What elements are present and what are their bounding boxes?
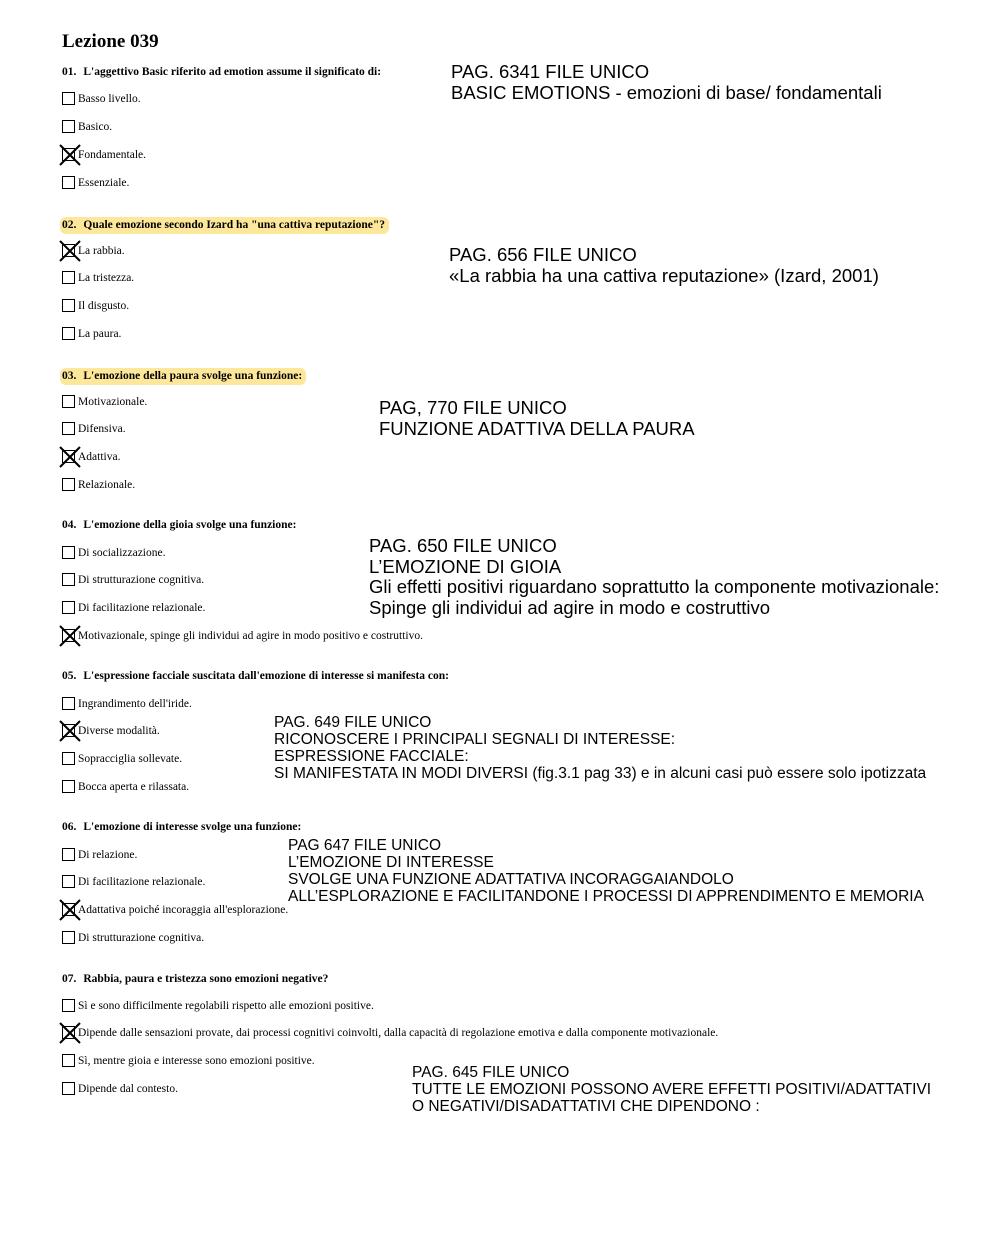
answer-checkbox[interactable] [62, 629, 75, 642]
question-text: Rabbia, paura e tristezza sono emozioni negative? [83, 973, 329, 985]
annotation-line: PAG. 649 FILE UNICO [274, 714, 432, 731]
answer-checkbox[interactable] [62, 601, 75, 614]
answer-label: Diverse modalità. [78, 724, 160, 737]
answer-label: Sì, mentre gioia e interesse sono emozioni positive. [78, 1054, 315, 1067]
answer-label: Di relazione. [78, 848, 138, 861]
question-text: L'emozione di interesse svolge una funzione: [83, 821, 302, 833]
answer-checkbox[interactable] [62, 752, 75, 765]
answer-label: Di socializzazione. [78, 546, 166, 559]
annotation-line: L’EMOZIONE DI INTERESSE [288, 854, 494, 871]
answer-label: Il disgusto. [78, 299, 130, 312]
annotation-note [274, 714, 926, 782]
answer-label: Bocca aperta e rilassata. [78, 780, 190, 793]
answer-label: Difensiva. [78, 422, 126, 435]
question-number: 06. [62, 821, 77, 833]
answer-checkbox[interactable] [62, 299, 75, 312]
answer-option[interactable] [62, 450, 120, 463]
annotation-line: «La rabbia ha una cattiva reputazione» (Izard, 2001) [449, 264, 879, 286]
annotation-note [412, 1064, 931, 1115]
answer-label: Di strutturazione cognitiva. [78, 931, 205, 944]
answer-label: Motivazionale, spinge gli individui ad agire in modo positivo e costruttivo. [78, 629, 423, 642]
question-4 [62, 519, 296, 531]
answer-option[interactable] [62, 573, 204, 586]
question-5 [62, 670, 449, 682]
check-x-icon [58, 445, 82, 469]
annotation-line: PAG. 645 FILE UNICO [412, 1064, 570, 1081]
answer-option[interactable] [62, 395, 147, 408]
answer-label: Motivazionale. [78, 395, 148, 408]
annotation-line: L’EMOZIONE DI GIOIA [369, 555, 562, 577]
answer-checkbox[interactable] [62, 903, 75, 916]
annotation-note [369, 536, 939, 618]
answer-option[interactable] [62, 1082, 178, 1095]
answer-checkbox[interactable] [62, 1054, 75, 1067]
answer-checkbox[interactable] [62, 244, 75, 257]
answer-option[interactable] [62, 848, 137, 861]
answer-checkbox[interactable] [62, 848, 75, 861]
check-x-icon [58, 719, 82, 743]
answer-checkbox[interactable] [62, 327, 75, 340]
question-text: L'emozione della paura svolge una funzione: [83, 370, 303, 382]
answer-option[interactable] [62, 875, 205, 888]
answer-label: Basso livello. [78, 92, 141, 105]
annotation-line: FUNZIONE ADATTIVA DELLA PAURA [379, 417, 695, 439]
annotation-line: RICONOSCERE I PRINCIPALI SEGNALI DI INTERESSE: [274, 731, 676, 748]
answer-option[interactable] [62, 478, 135, 491]
lesson-title: Lezione 039 [62, 31, 159, 52]
question-text: L'espressione facciale suscitata dall'emozione di interesse si manifesta con: [83, 670, 449, 682]
answer-label: Sì e sono difficilmente regolabili rispetto alle emozioni positive. [78, 999, 374, 1012]
answer-checkbox[interactable] [62, 176, 75, 189]
answer-checkbox[interactable] [62, 1082, 75, 1095]
annotation-line: SVOLGE UNA FUNZIONE ADATTATIVA INCORAGGAIANDOLO [288, 871, 734, 888]
answer-checkbox[interactable] [62, 546, 75, 559]
answer-checkbox[interactable] [62, 724, 75, 737]
answer-checkbox[interactable] [62, 120, 75, 133]
question-text: Quale emozione secondo Izard ha "una cattiva reputazione"? [83, 219, 386, 231]
question-6 [62, 821, 301, 833]
annotation-note [449, 245, 879, 286]
annotation-line: Spinge gli individui ad agire in modo e costruttivo [369, 596, 771, 618]
answer-option[interactable] [62, 1026, 718, 1039]
question-text: L'aggettivo Basic riferito ad emotion assume il significato di: [83, 66, 382, 78]
annotation-line: PAG 647 FILE UNICO [288, 837, 442, 854]
answer-checkbox[interactable] [62, 478, 75, 491]
answer-label: La rabbia. [78, 244, 125, 257]
question-number: 02. [62, 219, 77, 231]
answer-checkbox[interactable] [62, 148, 75, 161]
answer-option[interactable] [62, 752, 182, 765]
answer-option[interactable] [62, 601, 205, 614]
answer-label: Di facilitazione relazionale. [78, 601, 206, 614]
answer-label: Di facilitazione relazionale. [78, 875, 206, 888]
annotation-line: ESPRESSIONE FACCIALE: [274, 748, 469, 765]
answer-checkbox[interactable] [62, 422, 75, 435]
answer-option[interactable] [62, 92, 141, 105]
answer-option[interactable] [62, 1054, 315, 1067]
answer-label: Adattativa poiché incoraggia all'esplorazione. [78, 903, 289, 916]
answer-label: Dipende dalle sensazioni provate, dai processi cognitivi coinvolti, dalla capacità di regolazione emotiva e dalla componente motivazionale. [78, 1026, 719, 1039]
check-x-icon [58, 143, 82, 167]
answer-label: Di strutturazione cognitiva. [78, 573, 205, 586]
check-x-icon [58, 1021, 82, 1045]
annotation-note [451, 62, 882, 103]
answer-label: Ingrandimento dell'iride. [78, 697, 192, 710]
answer-option[interactable] [62, 299, 129, 312]
annotation-line: ALL’ESPLORAZIONE E FACILITANDONE I PROCESSI DI APPRENDIMENTO E MEMORIA [288, 888, 924, 905]
answer-label: Relazionale. [78, 478, 136, 491]
answer-option[interactable] [62, 120, 112, 133]
answer-label: Basico. [78, 120, 113, 133]
question-1 [62, 66, 381, 78]
answer-option[interactable] [62, 629, 423, 642]
question-number: 04. [62, 519, 77, 531]
answer-checkbox[interactable] [62, 573, 75, 586]
answer-option[interactable] [62, 724, 160, 737]
check-x-icon [58, 898, 82, 922]
answer-option[interactable] [62, 697, 192, 710]
check-x-icon [58, 239, 82, 263]
answer-option[interactable] [62, 148, 146, 161]
question-number: 01. [62, 66, 77, 78]
question-2 [60, 217, 389, 234]
question-3 [60, 368, 306, 385]
answer-checkbox[interactable] [62, 999, 75, 1012]
answer-label: La paura. [78, 327, 122, 340]
answer-label: La tristezza. [78, 271, 135, 284]
answer-checkbox[interactable] [62, 395, 75, 408]
annotation-line: PAG. 650 FILE UNICO [369, 535, 557, 556]
answer-label: Adattiva. [78, 450, 121, 463]
annotation-note [288, 837, 924, 905]
answer-label: Fondamentale. [78, 148, 147, 161]
answer-checkbox[interactable] [62, 1026, 75, 1039]
answer-checkbox[interactable] [62, 931, 75, 944]
annotation-line: BASIC EMOTIONS - emozioni di base/ fondamentali [451, 81, 882, 103]
answer-option[interactable] [62, 271, 134, 284]
annotation-line: PAG. 6341 FILE UNICO [451, 61, 650, 82]
check-x-icon [58, 624, 82, 648]
answer-checkbox[interactable] [62, 697, 75, 710]
answer-label: Dipende dal contesto. [78, 1082, 178, 1095]
answer-checkbox[interactable] [62, 875, 75, 888]
answer-option[interactable] [62, 780, 189, 793]
answer-label: Essenziale. [78, 176, 130, 189]
question-number: 07. [62, 973, 77, 985]
answer-option[interactable] [62, 546, 166, 559]
annotation-line: PAG. 656 FILE UNICO [449, 244, 637, 265]
annotation-line: TUTTE LE EMOZIONI POSSONO AVERE EFFETTI POSITIVI/ADATTATIVI [412, 1081, 932, 1098]
answer-checkbox[interactable] [62, 780, 75, 793]
answer-checkbox[interactable] [62, 450, 75, 463]
answer-label: Sopracciglia sollevate. [78, 752, 183, 765]
answer-option[interactable] [62, 327, 121, 340]
answer-option[interactable] [62, 903, 288, 916]
answer-option[interactable] [62, 931, 204, 944]
annotation-line: SI MANIFESTATA IN MODI DIVERSI (fig.3.1 pag 33) e in alcuni casi può essere solo ipotizzata [274, 765, 927, 782]
annotation-note [379, 398, 695, 439]
answer-option[interactable] [62, 999, 374, 1012]
annotation-line: O NEGATIVI/DISADATTATIVI CHE DIPENDONO : [412, 1098, 760, 1115]
question-number: 03. [62, 370, 77, 382]
answer-option[interactable] [62, 176, 129, 189]
annotation-line: Gli effetti positivi riguardano soprattutto la componente motivazionale: [369, 576, 940, 597]
question-text: L'emozione della gioia svolge una funzione: [83, 519, 297, 531]
answer-checkbox[interactable] [62, 271, 75, 284]
answer-checkbox[interactable] [62, 92, 75, 105]
question-7 [62, 973, 328, 985]
question-number: 05. [62, 670, 77, 682]
answer-option[interactable] [62, 422, 126, 435]
answer-option[interactable] [62, 244, 125, 257]
annotation-line: PAG, 770 FILE UNICO [379, 397, 567, 418]
